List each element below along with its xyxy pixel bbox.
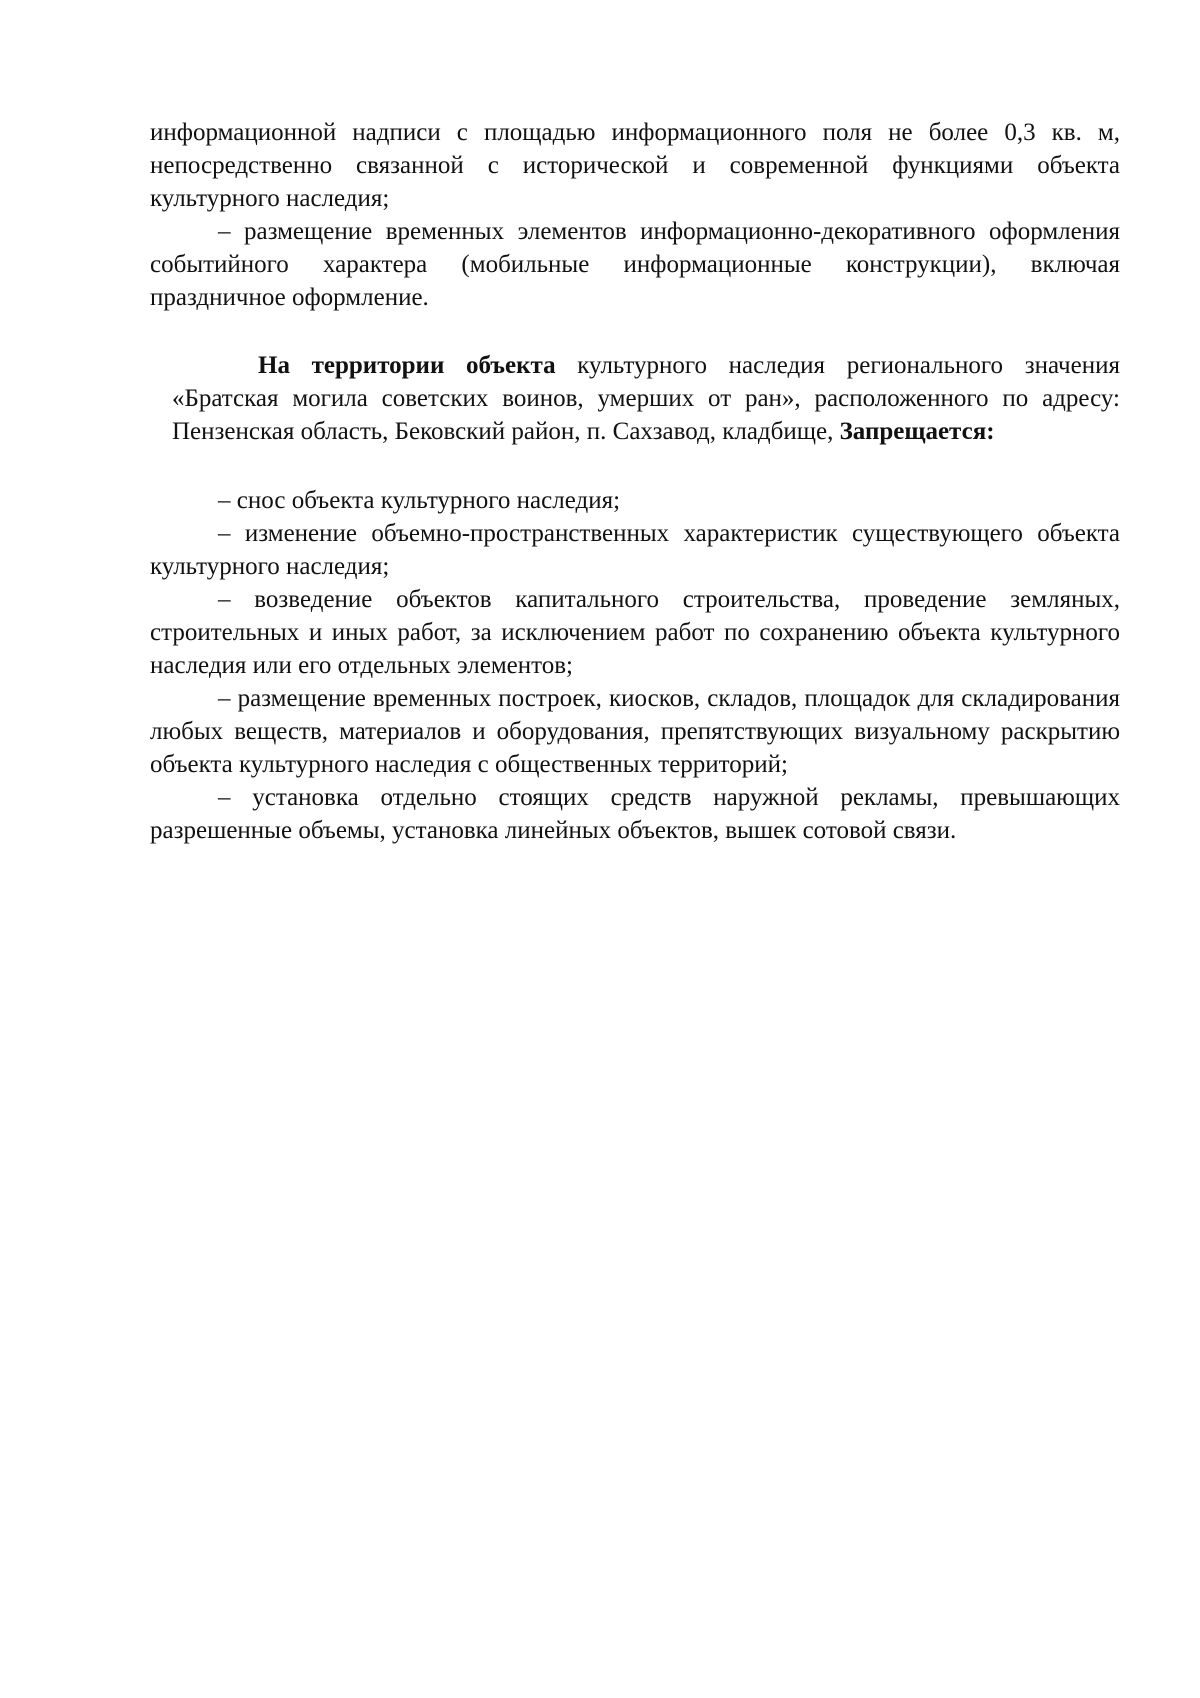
prohibited-intro (172, 349, 1120, 448)
paragraph-temporary-decor: – размещение временных элементов информационно-декоративного оформления событийного характера (мобильные информационные конструкции), включая праздничное оформление. (150, 218, 1120, 311)
object-description-text: культурного наследия регионального значения «Братская могила советских воинов, умерших от ран», расположенного по адресу: Пензенская область, Бековский район, п. Сахзавод, кладбище, (172, 352, 1120, 445)
list-item: – возведение объектов капитального строительства, проведение земляных, строительных и иных работ, за исключением работ по сохранению объекта культурного наследия или его отдельных элементов; (150, 586, 1120, 679)
object-description-paragraph (172, 349, 1120, 448)
territory-heading: На территории объекта (258, 352, 556, 379)
list-item: – снос объекта культурного наследия; (218, 487, 621, 514)
permitted-section (150, 116, 1120, 314)
prohibited-list (150, 484, 1120, 847)
list-item: – размещение временных построек, киосков, складов, площадок для складирования любых веществ, материалов и оборудования, препятствующих визуальному раскрытию объекта культурного наследия с общественных территорий; (150, 685, 1120, 778)
list-item: – установка отдельно стоящих средств наружной рекламы, превышающих разрешенные объемы, установка линейных объектов, вышек сотовой связи. (150, 784, 1120, 844)
prohibited-label: Запрещается: (839, 418, 995, 445)
paragraph-info-sign: информационной надписи с площадью информационного поля не более 0,3 кв. м, непосредственно связанной с исторической и современной функциями объекта культурного наследия; (150, 119, 1120, 212)
list-item: – изменение объемно-пространственных характеристик существующего объекта культурного наследия; (150, 520, 1120, 580)
